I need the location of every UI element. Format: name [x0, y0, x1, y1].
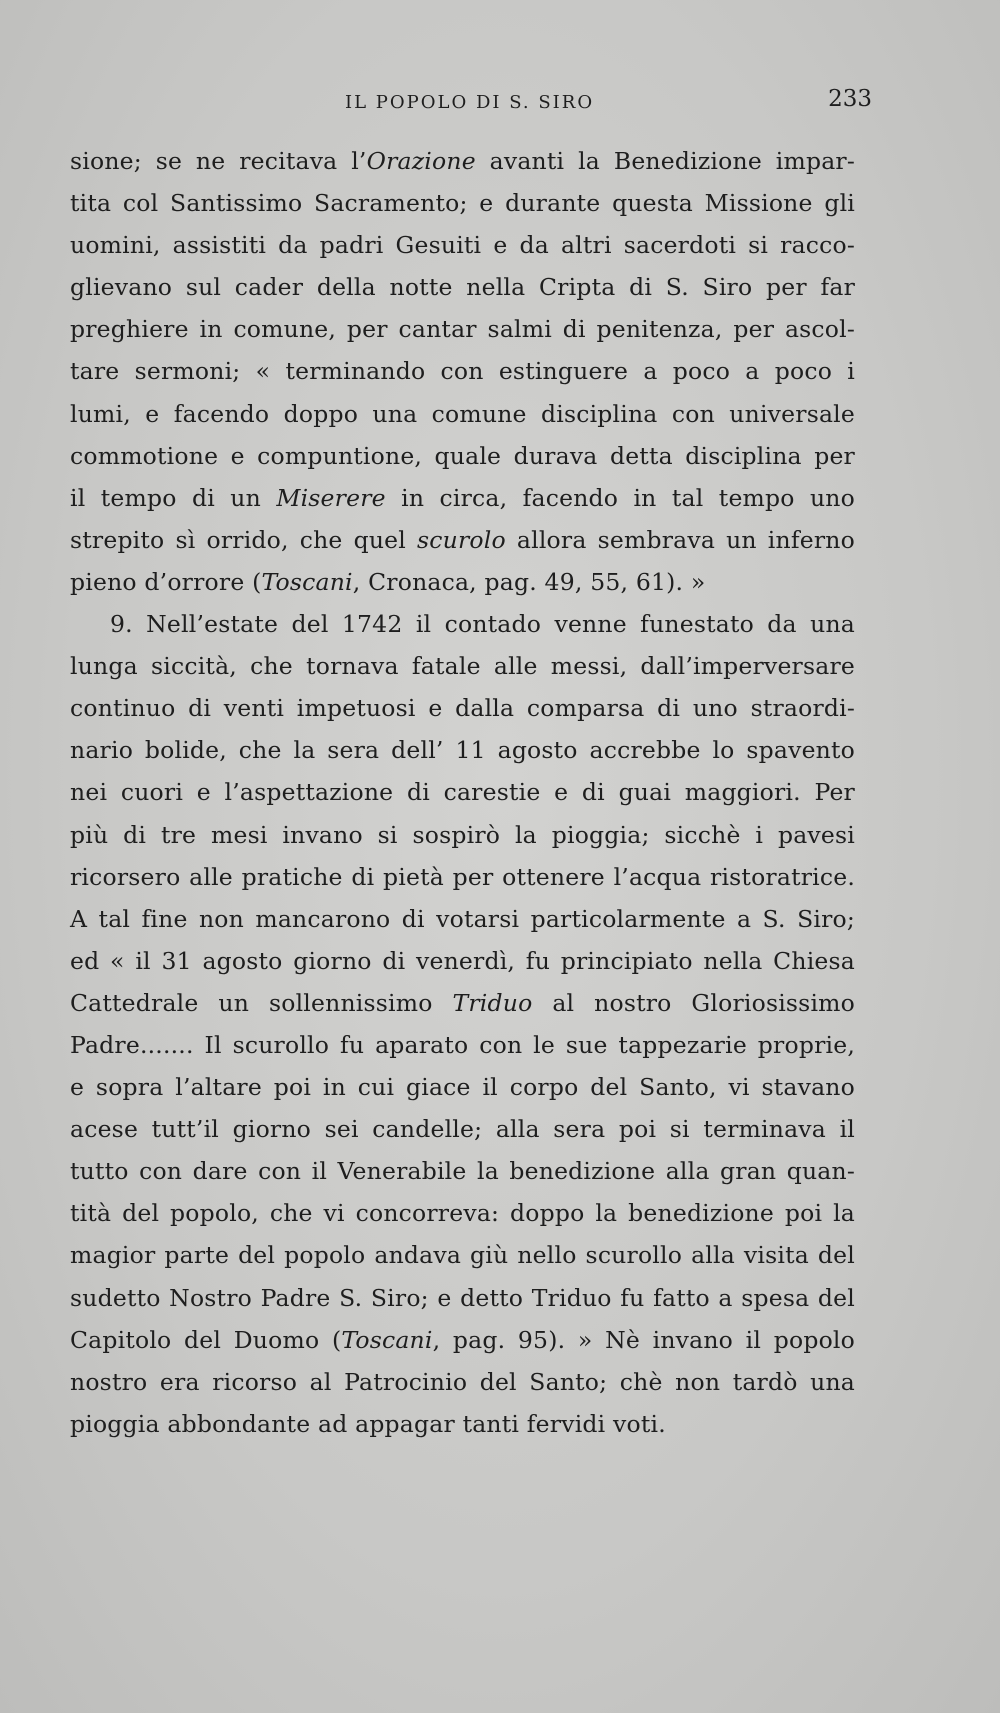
text-run: lumi, e facendo doppo una comune disciplina con universale	[70, 399, 855, 428]
text-line	[70, 435, 855, 477]
text-line	[70, 1066, 855, 1108]
text-run: tita col Santissimo Sacramento; e durante questa Missione gli	[70, 189, 855, 218]
text-line	[70, 477, 855, 519]
text-run: , Cronaca, pag. 49, 55, 61). »	[352, 567, 706, 596]
text-line	[70, 603, 855, 645]
text-line	[70, 940, 855, 982]
text-run: sudetto Nostro Padre S. Siro; e detto Triduo fu fatto a spesa del	[70, 1283, 855, 1312]
text-line	[70, 1108, 855, 1150]
text-run: Padre....... Il scurollo fu aparato con le sue tappezarie proprie,	[70, 1030, 855, 1059]
text-run: continuo di venti impetuosi e dalla comparsa di uno straordi-	[70, 694, 855, 723]
text-run: , pag. 95). » Nè invano il popolo	[432, 1325, 855, 1354]
text-run: preghiere in comune, per cantar salmi di penitenza, per ascol-	[70, 315, 855, 344]
text-line	[70, 982, 855, 1024]
text-line	[70, 898, 855, 940]
text-run: ricorsero alle pratiche di pietà per ottenere l’acqua ristoratrice.	[70, 862, 855, 891]
running-head: IL POPOLO DI S. SIRO	[345, 92, 595, 113]
text-run: ed « il 31 agosto giorno di venerdì, fu principiato nella Chiesa	[70, 946, 855, 975]
text-run: Cattedrale un sollennissimo	[70, 988, 453, 1017]
text-line	[70, 308, 855, 350]
text-run: sione; se ne recitava l’	[70, 147, 367, 175]
text-run: nario bolide, che la sera dell’ 11 agosto accrebbe lo spavento	[70, 736, 855, 765]
text-line	[70, 1234, 855, 1276]
text-run: uomini, assistiti da padri Gesuiti e da altri sacerdoti si racco-	[70, 231, 855, 260]
italic-text: Triduo	[452, 988, 533, 1017]
italic-text: Toscani	[261, 567, 353, 596]
text-run: più di tre mesi invano si sospirò la pioggia; sicchè i pavesi	[70, 820, 855, 849]
italic-text: scurolo	[417, 525, 506, 554]
text-run: strepito sì orrido, che quel	[70, 525, 418, 554]
text-run: Capitolo del Duomo (	[70, 1325, 342, 1354]
text-run: commotione e compuntione, quale durava detta disciplina per	[70, 441, 855, 470]
text-line	[70, 350, 855, 392]
italic-text: Miserere	[276, 483, 386, 512]
text-run: tutto con dare con il Venerabile la benedizione alla gran quan-	[70, 1157, 855, 1186]
text-run: magior parte del popolo andava giù nello scurollo alla visita del	[70, 1241, 855, 1270]
text-run: avanti la Benedizione impar-	[475, 147, 855, 175]
text-run: acese tutt’il giorno sei candelle; alla sera poi si terminava il	[70, 1115, 855, 1144]
page-number: 233	[828, 86, 872, 112]
italic-text: Toscani	[341, 1325, 433, 1354]
text-run: 9. Nell’estate del 1742 il contado venne funestato da una	[110, 610, 855, 639]
text-line	[70, 519, 855, 561]
text-run: il tempo di un	[70, 483, 277, 512]
text-line	[70, 561, 855, 603]
text-run: pieno d’orrore (	[70, 567, 262, 596]
text-run: nostro era ricorso al Patrocinio del Santo; chè non tardò una	[70, 1367, 855, 1396]
text-line	[70, 140, 855, 182]
text-line	[70, 266, 855, 308]
text-run: in circa, facendo in tal tempo uno	[385, 483, 855, 512]
italic-text: Orazione	[366, 147, 476, 175]
text-line	[70, 687, 855, 729]
text-line	[70, 645, 855, 687]
text-run: e sopra l’altare poi in cui giace il corpo del Santo, vi stavano	[70, 1073, 855, 1102]
text-line	[70, 856, 855, 898]
text-run: A tal fine non mancarono di votarsi particolarmente a S. Siro;	[70, 904, 855, 933]
text-line	[70, 1403, 855, 1445]
text-line	[70, 1192, 855, 1234]
text-run: pioggia abbondante ad appagar tanti fervidi voti.	[70, 1409, 666, 1438]
text-run: allora sembrava un inferno	[505, 525, 855, 554]
text-run: al nostro Gloriosissimo	[532, 988, 855, 1017]
text-line	[70, 771, 855, 813]
text-line	[70, 1150, 855, 1192]
text-line	[70, 393, 855, 435]
body-text	[70, 140, 855, 1445]
text-line	[70, 182, 855, 224]
text-line	[70, 1277, 855, 1319]
text-line	[70, 1319, 855, 1361]
text-run: lunga siccità, che tornava fatale alle messi, dall’imperversare	[70, 652, 855, 681]
text-line	[70, 1024, 855, 1066]
text-line	[70, 814, 855, 856]
text-run: glievano sul cader della notte nella Cripta di S. Siro per far	[70, 273, 855, 302]
text-line	[70, 1361, 855, 1403]
text-line	[70, 224, 855, 266]
text-run: tità del popolo, che vi concorreva: doppo la benedizione poi la	[70, 1199, 855, 1228]
text-run: nei cuori e l’aspettazione di carestie e di guai maggiori. Per	[70, 778, 855, 807]
text-line	[70, 729, 855, 771]
page-header	[70, 86, 872, 122]
text-run: tare sermoni; « terminando con estinguere a poco a poco i	[70, 357, 855, 386]
